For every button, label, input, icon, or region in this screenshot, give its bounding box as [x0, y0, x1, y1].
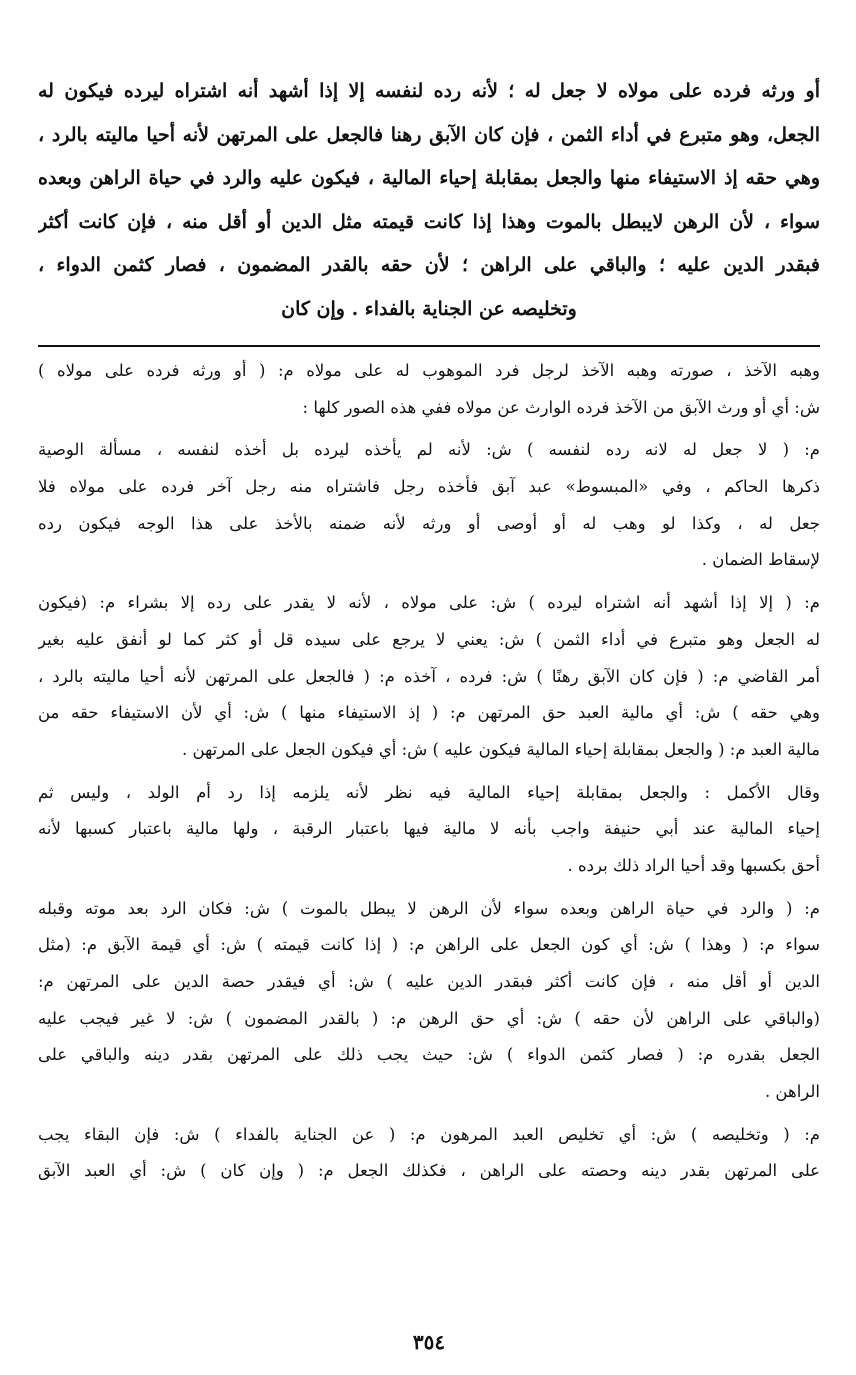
commentary-line: وهبه الآخذ ، صورته وهبه الآخذ لرجل فرد الموهوب له على مولاه م: ( أو ورثه فرده على مولاه ): [38, 361, 820, 380]
commentary-line: على المرتهن بقدر دينه وحصته على الراهن ، فكذلك الجعل م: ( وإن كان ) ش: أي العبد الآبق: [38, 1161, 820, 1181]
main-text-line: أو ورثه فرده على مولاه لا جعل له ؛ لأنه رده لنفسه إلا إذا أشهد أنه اشتراه ليرده فيكون له: [38, 80, 820, 102]
commentary-line: جعل له ، وكذا لو وهب له أو أوصى أو ورثه لأنه ضمنه بالأخذ على هذا الوجه فيكون رده: [38, 513, 820, 533]
main-text-line: فبقدر الدين عليه ؛ والباقي على الراهن ؛ لأن حقه بالقدر المضمون ، فصار كثمن الدواء ،: [38, 254, 820, 276]
commentary-line: ش: أي أو ورث الآبق من الآخذ فرده الوارث عن مولاه ففي هذه الصور كلها :: [302, 397, 820, 417]
commentary-line: ذكرها الحاكم ، وفي «المبسوط» عبد آبق فأخذه رجل فاشتراه منه رجل آخر فرده على مولاه فلا: [38, 477, 820, 497]
commentary-paragraph: [38, 775, 820, 885]
commentary: [38, 353, 820, 1196]
commentary-line: إحياء المالية عند أبي حنيفة واجب بأنه لا مالية فيها باعتبار الرقبة ، ولها مالية باعتبار كسبها لأنه: [38, 819, 820, 839]
page-number: ٣٥٤: [412, 1330, 446, 1354]
commentary-line: وهي حقه ) ش: أي مالية العبد حق المرتهن م: ( إذ الاستيفاء منها ) ش: أي لأن الاستيفاء حقه من: [38, 703, 820, 723]
commentary-paragraph: [38, 891, 820, 1111]
commentary-line: لإسقاط الضمان .: [701, 550, 820, 570]
commentary-line: م: ( والرد في حياة الراهن وبعده سواء لأن الرهن لا يبطل بالموت ) ش: فكان الرد بعد موته وقبله: [38, 898, 820, 918]
commentary-line: الراهن .: [764, 1082, 820, 1102]
commentary-line: أمر القاضي م: ( فإن كان الآبق رهنًا ) ش: فرده ، آخذه م: ( فالجعل على المرتهن لأنه أحيا ماليته بالرد ،: [38, 666, 820, 686]
commentary-line: سواء م: ( وهذا ) ش: أي كون الجعل على الراهن م: ( إذا كانت قيمته ) ش: أي قيمة الآبق م: (مثل: [38, 935, 820, 955]
commentary-line: م: ( لا جعل له لانه رده لنفسه ) ش: لأنه لم يأخذه ليرده بل أخذه لنفسه ، مسألة الوصية: [38, 440, 820, 460]
book-page: [38, 70, 820, 1360]
commentary-paragraph: [38, 432, 820, 579]
commentary-paragraph: [38, 1117, 820, 1190]
commentary-line: وقال الأكمل : والجعل بمقابلة إحياء المالية فيه نظر لأنه يلزمه إذا رد أم الولد ، وليس ثم: [38, 782, 820, 802]
main-text-line: الجعل، وهو متبرع في أداء الثمن ، فإن كان الآبق رهنا فالجعل على المرتهن لأنه أحيا ماليته بالرد ،: [38, 123, 820, 146]
commentary-paragraph: [38, 353, 820, 426]
commentary-line: م: ( وتخليصه ) ش: أي تخليص العبد المرهون م: ( عن الجناية بالفداء ) ش: فإن البقاء يجب: [38, 1124, 820, 1144]
commentary-line: مالية العبد م: ( والجعل بمقابلة إحياء المالية فيكون عليه ) ش: أي فيكون الجعل على المرتهن .: [181, 739, 820, 759]
commentary-paragraph: [38, 585, 820, 768]
commentary-line: أحق بكسبها وقد أحيا الراد ذلك برده .: [567, 855, 820, 875]
main-text: [38, 70, 820, 332]
commentary-line: (والباقي على الراهن لأن حقه ) ش: أي حق الرهن م: ( بالقدر المضمون ) ش: لا غير فيجب عليه: [38, 1008, 820, 1028]
main-text-line: وتخليصه عن الجناية بالفداء . وإن كان: [281, 297, 577, 320]
commentary-line: م: ( إلا إذا أشهد أنه اشتراه ليرده ) ش: على مولاه ، لأنه لا يقدر على رده إلا بشراء م: (فيكون: [38, 593, 820, 613]
commentary-line: الدين أو أقل منه ، فإن كانت أكثر فبقدر الدين عليه ) ش: أي فيقدر حصة الدين على المرتهن م:: [38, 972, 820, 991]
commentary-line: له الجعل وهو متبرع في أداء الثمن ) ش: يعني لا يرجع على سيده قل أو كثر كما لو أنفق عليه بغير: [38, 629, 820, 649]
main-text-line: سواء ، لأن الرهن لايبطل بالموت وهذا إذا كانت قيمته مثل الدين أو أقل منه ، فإن كانت أكثر: [38, 210, 820, 233]
main-text-line: وهي حقه إذ الاستيفاء منها والجعل بمقابلة إحياء المالية ، فيكون عليه والرد في حياة الراهن وبعده: [38, 167, 820, 189]
section-divider: [38, 345, 820, 347]
commentary-line: الجعل بقدره م: ( فصار كثمن الدواء ) ش: حيث يجب ذلك على المرتهن بقدر دينه والباقي على: [38, 1045, 820, 1065]
